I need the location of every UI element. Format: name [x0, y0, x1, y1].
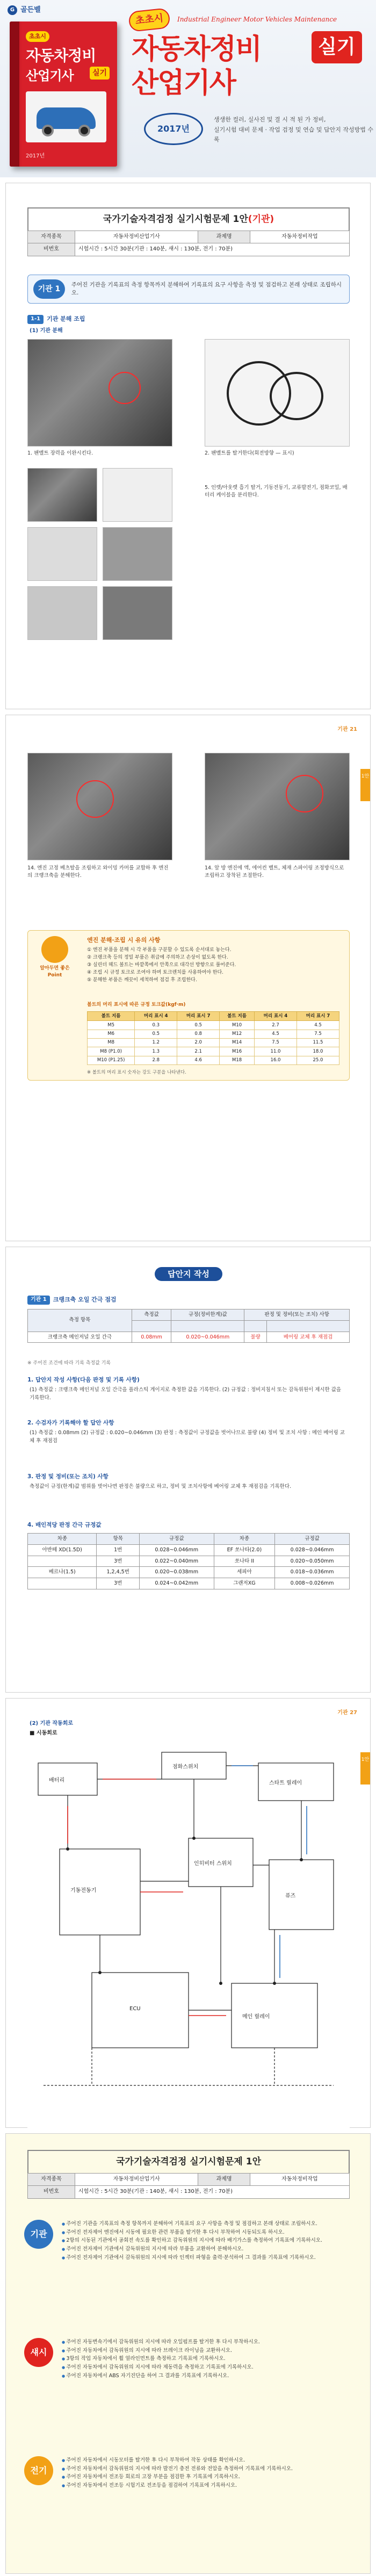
step-item: ● 주어진 전자제어 엔진에서 시동에 필요한 관련 부품을 탈거한 후 다시 부착하여 시동되도록 하시오. — [60, 2228, 350, 2237]
step-badge: 섀시 — [24, 2338, 53, 2367]
exam-info-table — [27, 2173, 350, 2199]
diagram-label-main-relay: 메인 릴레이 — [242, 2014, 270, 2020]
tip-box — [27, 930, 350, 1081]
step-item: ● 주어진 자동차에서 전조등 시험기로 전조등을 점검하여 기록표에 기록하시오. — [60, 2481, 350, 2490]
table-row: M8 (P1.0) 1.3 2.1 M16 11.0 18.0 — [88, 1047, 339, 1056]
book-footer: 2017년 — [26, 153, 45, 159]
hero-year-badge: 2017년 — [144, 113, 203, 145]
answer-cell[interactable]: 0.08mm — [132, 1332, 171, 1343]
table-header: 볼트 지름 — [220, 1012, 255, 1021]
info-cell: 자격종목 — [28, 2173, 75, 2186]
tip-item: ④ 조립 시 규정 토크로 조여야 하며 토크렌치를 사용하여야 한다. — [87, 969, 224, 975]
book-badge: 초초시 — [26, 31, 49, 42]
table-header: 규정값 — [139, 1534, 214, 1545]
section-tag: 1-1 — [27, 315, 44, 324]
hero-title-1: 자동차정비 — [132, 33, 262, 66]
answer-block-text: 측정값이 규정(한계)값 범위를 벗어나면 판정은 불량으로 하고, 정비 및 조치사항에 베어링 교체 후 재점검을 기록한다. — [30, 1484, 292, 1490]
hero-english-title: Industrial Engineer Motor Vehicles Maintenance — [177, 16, 337, 23]
fan-belt-photo — [205, 339, 350, 447]
part-photo — [103, 468, 172, 522]
exam-title — [27, 207, 350, 231]
step-badge: 기관 — [24, 2220, 53, 2249]
table-header: 측정 항목 — [28, 1309, 132, 1332]
table-row: 3번 0.024~0.042mm 그랜저XG 0.008~0.026mm — [28, 1578, 350, 1589]
step-item: ● 주어진 자동차에서 감독위원의 지시에 따라 제동력을 측정하고 기록표에 기록하시오. — [60, 2363, 350, 2372]
page-4 — [5, 1698, 371, 2128]
answer-question-heading — [27, 1296, 117, 1305]
step-list — [60, 2220, 350, 2262]
step-list — [60, 2338, 350, 2380]
diagram-label-starter-relay: 스타트 릴레이 — [269, 1780, 302, 1786]
tip-icon-label: 알아두면 좋은 Point — [40, 966, 70, 978]
step-item: ● 주어진 자동차에서 ABS 자기진단을 하여 그 결과를 기록표에 기록하시오. — [60, 2372, 350, 2380]
page-number: 기관 21 — [337, 726, 357, 732]
page-1 — [5, 183, 371, 709]
photo-caption: 1. 팬벨트 장력을 이완시킨다. — [27, 450, 93, 456]
exam-title-suffix: (기관) — [248, 214, 274, 225]
side-tab[interactable]: 1안 — [360, 1752, 370, 1785]
part-photo — [103, 527, 172, 581]
info-cell: 시험시간 : 5시간 30분(기관 : 140분, 섀시 : 130분, 전기 : 70분) — [75, 243, 349, 256]
diagram-label-battery: 배터리 — [49, 1778, 64, 1783]
section-title: 기관 분해 조립 — [47, 315, 85, 323]
step-item: ● 주어진 자동차에서 감독위원의 지시에 따라 브레이크 라이닝을 교환하시오. — [60, 2347, 350, 2355]
answer-cell: 크랭크축 메인저널 오일 간극 — [28, 1332, 132, 1343]
answer-block-text: (1) 측정값 : 크랭크축 메인저널 오일 간극을 플라스틱 게이지로 측정한 값을 기록한다. (2) 규정값 : 정비지침서 또는 감독위원이 제시한 값을 기록한다. — [30, 1387, 342, 1401]
part-photo — [27, 468, 97, 522]
step-list — [60, 2456, 350, 2490]
info-cell: 비번호 — [28, 243, 75, 256]
torque-table-note: ※ 볼트의 머리 표시 숫자는 강도 구분을 나타낸다. — [87, 1070, 186, 1075]
answer-note: ※ 주어진 조건에 따라 기록 측정값 기록 — [27, 1361, 111, 1366]
lightbulb-icon — [41, 936, 68, 963]
hero-banner — [0, 0, 376, 177]
page-number: 기관 27 — [337, 1710, 357, 1716]
subsection-title: (1) 기관 분해 — [30, 328, 63, 334]
table-header: 머리 표시 4 — [255, 1012, 297, 1021]
info-cell: 시험시간 : 5시간 30분(기관 : 140분, 섀시 : 130분, 전기 : 70분) — [75, 2186, 349, 2199]
answer-title — [6, 1269, 371, 1280]
engine-photo-3 — [205, 753, 350, 860]
step-item: ● 주어진 전자제어 기관에서 감독위원의 지시에 따라 부품을 교환하여 분해하시오. — [60, 2245, 350, 2254]
tip-item: ⑤ 분해한 부품은 깨끗이 세척하여 점검 후 조립한다. — [87, 977, 197, 983]
question-number: 기관 1 — [33, 279, 65, 299]
question-text: 주어진 기관을 기록표의 측정 항목까지 분해하여 기록표의 요구 사항을 측정 및 점검하고 본래 상태로 조립하시오. — [71, 281, 342, 296]
answer-block-heading: 4. 배인적당 판정 간극 규정값 — [27, 1522, 102, 1528]
publisher — [8, 5, 41, 16]
question-box — [27, 275, 350, 304]
step-item: ● 주어진 자동차에서 감독위원의 지시에 따라 발전기 충전 전류와 전압을 측정하여 기록표에 기록하시오. — [60, 2465, 350, 2473]
question-tag: 기관 1 — [27, 1296, 50, 1305]
info-cell: 자동차정비작업 — [250, 2173, 349, 2186]
book-title-2: 산업기사 — [26, 68, 74, 83]
part-photo — [27, 586, 97, 640]
table-header: 차종 — [28, 1534, 97, 1545]
table-header: 머리 표시 7 — [297, 1012, 339, 1021]
step-item: ● 주어진 자동차에서 시동모터를 탈거한 후 다시 부착하여 작동 상태를 확인하시오. — [60, 2456, 350, 2465]
table-header: 규정(정비한계)값 — [171, 1309, 244, 1321]
book-silgi: 실기 — [90, 67, 110, 80]
answer-title-text: 답안지 작성 — [155, 1267, 222, 1281]
step-item: ● 주어진 자동변속기에서 감독위원의 지시에 따라 오일펌프를 탈거한 후 다시 부착하시오. — [60, 2338, 350, 2347]
tip-item: ① 엔진 부품을 분해 시 각 부품을 구분할 수 있도록 순서대로 놓는다. — [87, 947, 232, 953]
info-cell: 과제명 — [198, 231, 250, 243]
publisher-logo-icon: G — [8, 5, 17, 15]
tip-item: ③ 실린더 헤드 볼트는 바깥쪽에서 안쪽으로 대각선 방향으로 풀어준다. — [87, 962, 236, 968]
hero-bubble: 초초시 — [128, 8, 171, 32]
answer-block-heading: 3. 판정 및 정비(또는 조치) 사항 — [27, 1473, 109, 1480]
photo-caption: 14. 앞 방 엔진에 액, 에어컨 벨트, 체재 스파이링 조정방식으로 조립하고 장착된 조절한다. — [205, 865, 344, 879]
diagram-label-fuse: 퓨즈 — [285, 1893, 296, 1899]
answer-block-heading: 1. 답안지 작성 사항(다음 판정 및 기록 사항) — [27, 1377, 140, 1383]
page-3 — [5, 1247, 371, 1693]
table-header: 머리 표시 7 — [177, 1012, 220, 1021]
diagram-label-ignition: 점화스위치 — [172, 1764, 199, 1770]
table-row: 3번 0.022~0.040mm 쏘나타 II 0.020~0.050mm — [28, 1556, 350, 1567]
step-item: ● 주어진 자동차에서 전조등 회로의 고장 부분을 점검한 후 기록표에 기록하시오. — [60, 2473, 350, 2481]
step-item: ● 주어진 기관을 기록표의 측정 항목까지 분해하여 기록표의 요구 사항을 측정 및 점검하고 본래 상태로 조립하시오. — [60, 2220, 350, 2228]
table-header: 머리 표시 4 — [135, 1012, 177, 1021]
engine-photo-2 — [27, 753, 172, 860]
exam-title: 국가기술자격검정 실기시험문제 1안 — [27, 2150, 350, 2173]
photo-caption: 2. 팬벨트를 탈거한다(회전방향 — 표시) — [205, 450, 294, 456]
photo-caption-long: 5. 인렛/아웃렛 흡기 탈거, 기동전동기, 교류발전기, 점화코일, 배터리 케이블을 분리한다. — [205, 485, 348, 498]
hero-desc-line: 생생한 컬러, 실사진 및 결 시 적 된 가 정비, — [214, 116, 326, 123]
table-row: 베르나(1.5) 1,2,4,5번 0.020~0.038mm 세피아 0.018~0.036mm — [28, 1567, 350, 1578]
table-header: 판정 및 정비(또는 조치) 사항 — [244, 1309, 350, 1321]
info-cell: 자동차정비산업기사 — [75, 2173, 198, 2186]
info-cell: 자격종목 — [28, 231, 75, 243]
info-cell: 자동차정비작업 — [250, 231, 349, 243]
answer-block-heading: 2. 수검자가 기록해야 할 답안 사항 — [27, 1420, 114, 1426]
step-engine — [24, 2220, 350, 2262]
table-header: 볼트 지름 — [88, 1012, 135, 1021]
hero-silgi-badge: 실기 — [312, 31, 362, 63]
exam-title-text: 국가기술자격검정 실기시험문제 1안 — [103, 214, 248, 225]
step-electric — [24, 2456, 350, 2490]
book-spine — [10, 21, 19, 167]
table-header: 규정값 — [275, 1534, 350, 1545]
spec-table — [27, 1533, 350, 1589]
step-chassis — [24, 2338, 350, 2380]
section-heading — [27, 315, 85, 324]
table-row: M6 0.5 0.8 M12 4.5 7.5 — [88, 1030, 339, 1038]
exam-header — [27, 207, 350, 256]
step-item: ● 2항의 시동된 기관에서 공회전 속도를 확인하고 감독위원의 지시에 따라 배기가스를 측정하여 기록표에 기록하시오. — [60, 2236, 350, 2245]
page-5 — [5, 2133, 371, 2574]
table-row: M10 (P1.25) 2.8 4.6 M18 16.0 25.0 — [88, 1056, 339, 1064]
step-badge: 전기 — [24, 2456, 53, 2485]
wiring-diagram — [27, 1742, 350, 2128]
table-header: 측정값 — [132, 1309, 171, 1321]
step-item: ● 3항의 작업 자동차에서 휠 얼라인먼트를 측정하고 기록표에 기록하시오. — [60, 2355, 350, 2363]
answer-cell[interactable]: 불량 — [244, 1332, 267, 1343]
tip-icon — [33, 936, 76, 979]
table-header: 항목 — [97, 1534, 139, 1545]
tip-item: ② 크랭크축 등의 정밀 부품은 취급에 주의하고 손상이 없도록 한다. — [87, 954, 228, 960]
table-row: M5 0.3 0.5 M10 2.7 4.5 — [88, 1021, 339, 1030]
book-cover[interactable] — [10, 21, 117, 167]
side-tab[interactable]: 1안 — [360, 769, 370, 801]
hero-title-2: 산업기사 — [132, 67, 235, 99]
hero-description — [214, 115, 376, 145]
info-cell: 비번호 — [28, 2186, 75, 2199]
diagram-label-starter-motor: 기동전동기 — [70, 1888, 97, 1894]
diagram-label-ecu: ECU — [129, 2006, 141, 2012]
answer-block-text: (1) 측정값 : 0.08mm (2) 규정값 : 0.020~0.046mm (3) 판정 : 측정값이 규정값을 벗어나므로 불량 (4) 정비 및 조치 사항 : 메인 베어링 교체 후 재점검 — [30, 1430, 345, 1444]
book-title-1: 자동차정비 — [26, 47, 96, 64]
book-car-illustration — [26, 91, 106, 142]
part-photo — [27, 527, 97, 581]
diagram-label: ■ 시동회로 — [30, 1730, 57, 1736]
torque-table-title: 볼트의 머리 표시에 따른 규정 토크값(kgf·m) — [87, 1002, 186, 1008]
info-cell: 과제명 — [198, 2173, 250, 2186]
hero-desc-line: 실기시험 대비 문제 · 작업 검정 및 연습 및 답안지 작성방법 수록 — [214, 126, 373, 143]
step-item: ● 주어진 전자제어 기관에서 감독위원의 지시에 따라 인젝터 파형을 출력·분석하여 그 결과를 기록표에 기록하시오. — [60, 2254, 350, 2262]
answer-cell[interactable]: 베어링 교체 후 재점검 — [267, 1332, 350, 1343]
photo-caption: 14. 엔진 고정 베츠탈을 조립하고 와이밍 카머를 교합하 후 엔진의 크랭크축을 분해한다. — [27, 865, 169, 879]
info-cell: 자동차정비산업기사 — [75, 231, 198, 243]
tip-list — [87, 947, 339, 984]
table-row: M8 1.2 2.0 M14 7.5 11.5 — [88, 1038, 339, 1047]
torque-table — [87, 1011, 339, 1065]
table-row: 아반떼 XD(1.5D) 1번 0.028~0.046mm EF 쏘나타(2.0) 0.028~0.046mm — [28, 1544, 350, 1556]
answer-cell[interactable]: 0.020~0.046mm — [171, 1332, 244, 1343]
part-photo — [103, 586, 172, 640]
subsection-title: (2) 기관 작동회로 — [30, 1721, 74, 1726]
page-2 — [5, 715, 371, 1241]
diagram-label-inhibitor: 인히비터 스위치 — [194, 1861, 232, 1867]
question-title: 크랭크축 오일 간극 점검 — [53, 1296, 117, 1304]
engine-photo-1 — [27, 339, 172, 447]
table-header: 차종 — [214, 1534, 275, 1545]
answer-table — [27, 1309, 350, 1343]
exam-header — [27, 2150, 350, 2199]
tip-title: 엔진 분해·조립 시 유의 사항 — [87, 937, 161, 944]
table-row — [28, 1332, 350, 1343]
exam-info-table — [27, 231, 350, 256]
publisher-name: 골든벨 — [20, 6, 41, 14]
